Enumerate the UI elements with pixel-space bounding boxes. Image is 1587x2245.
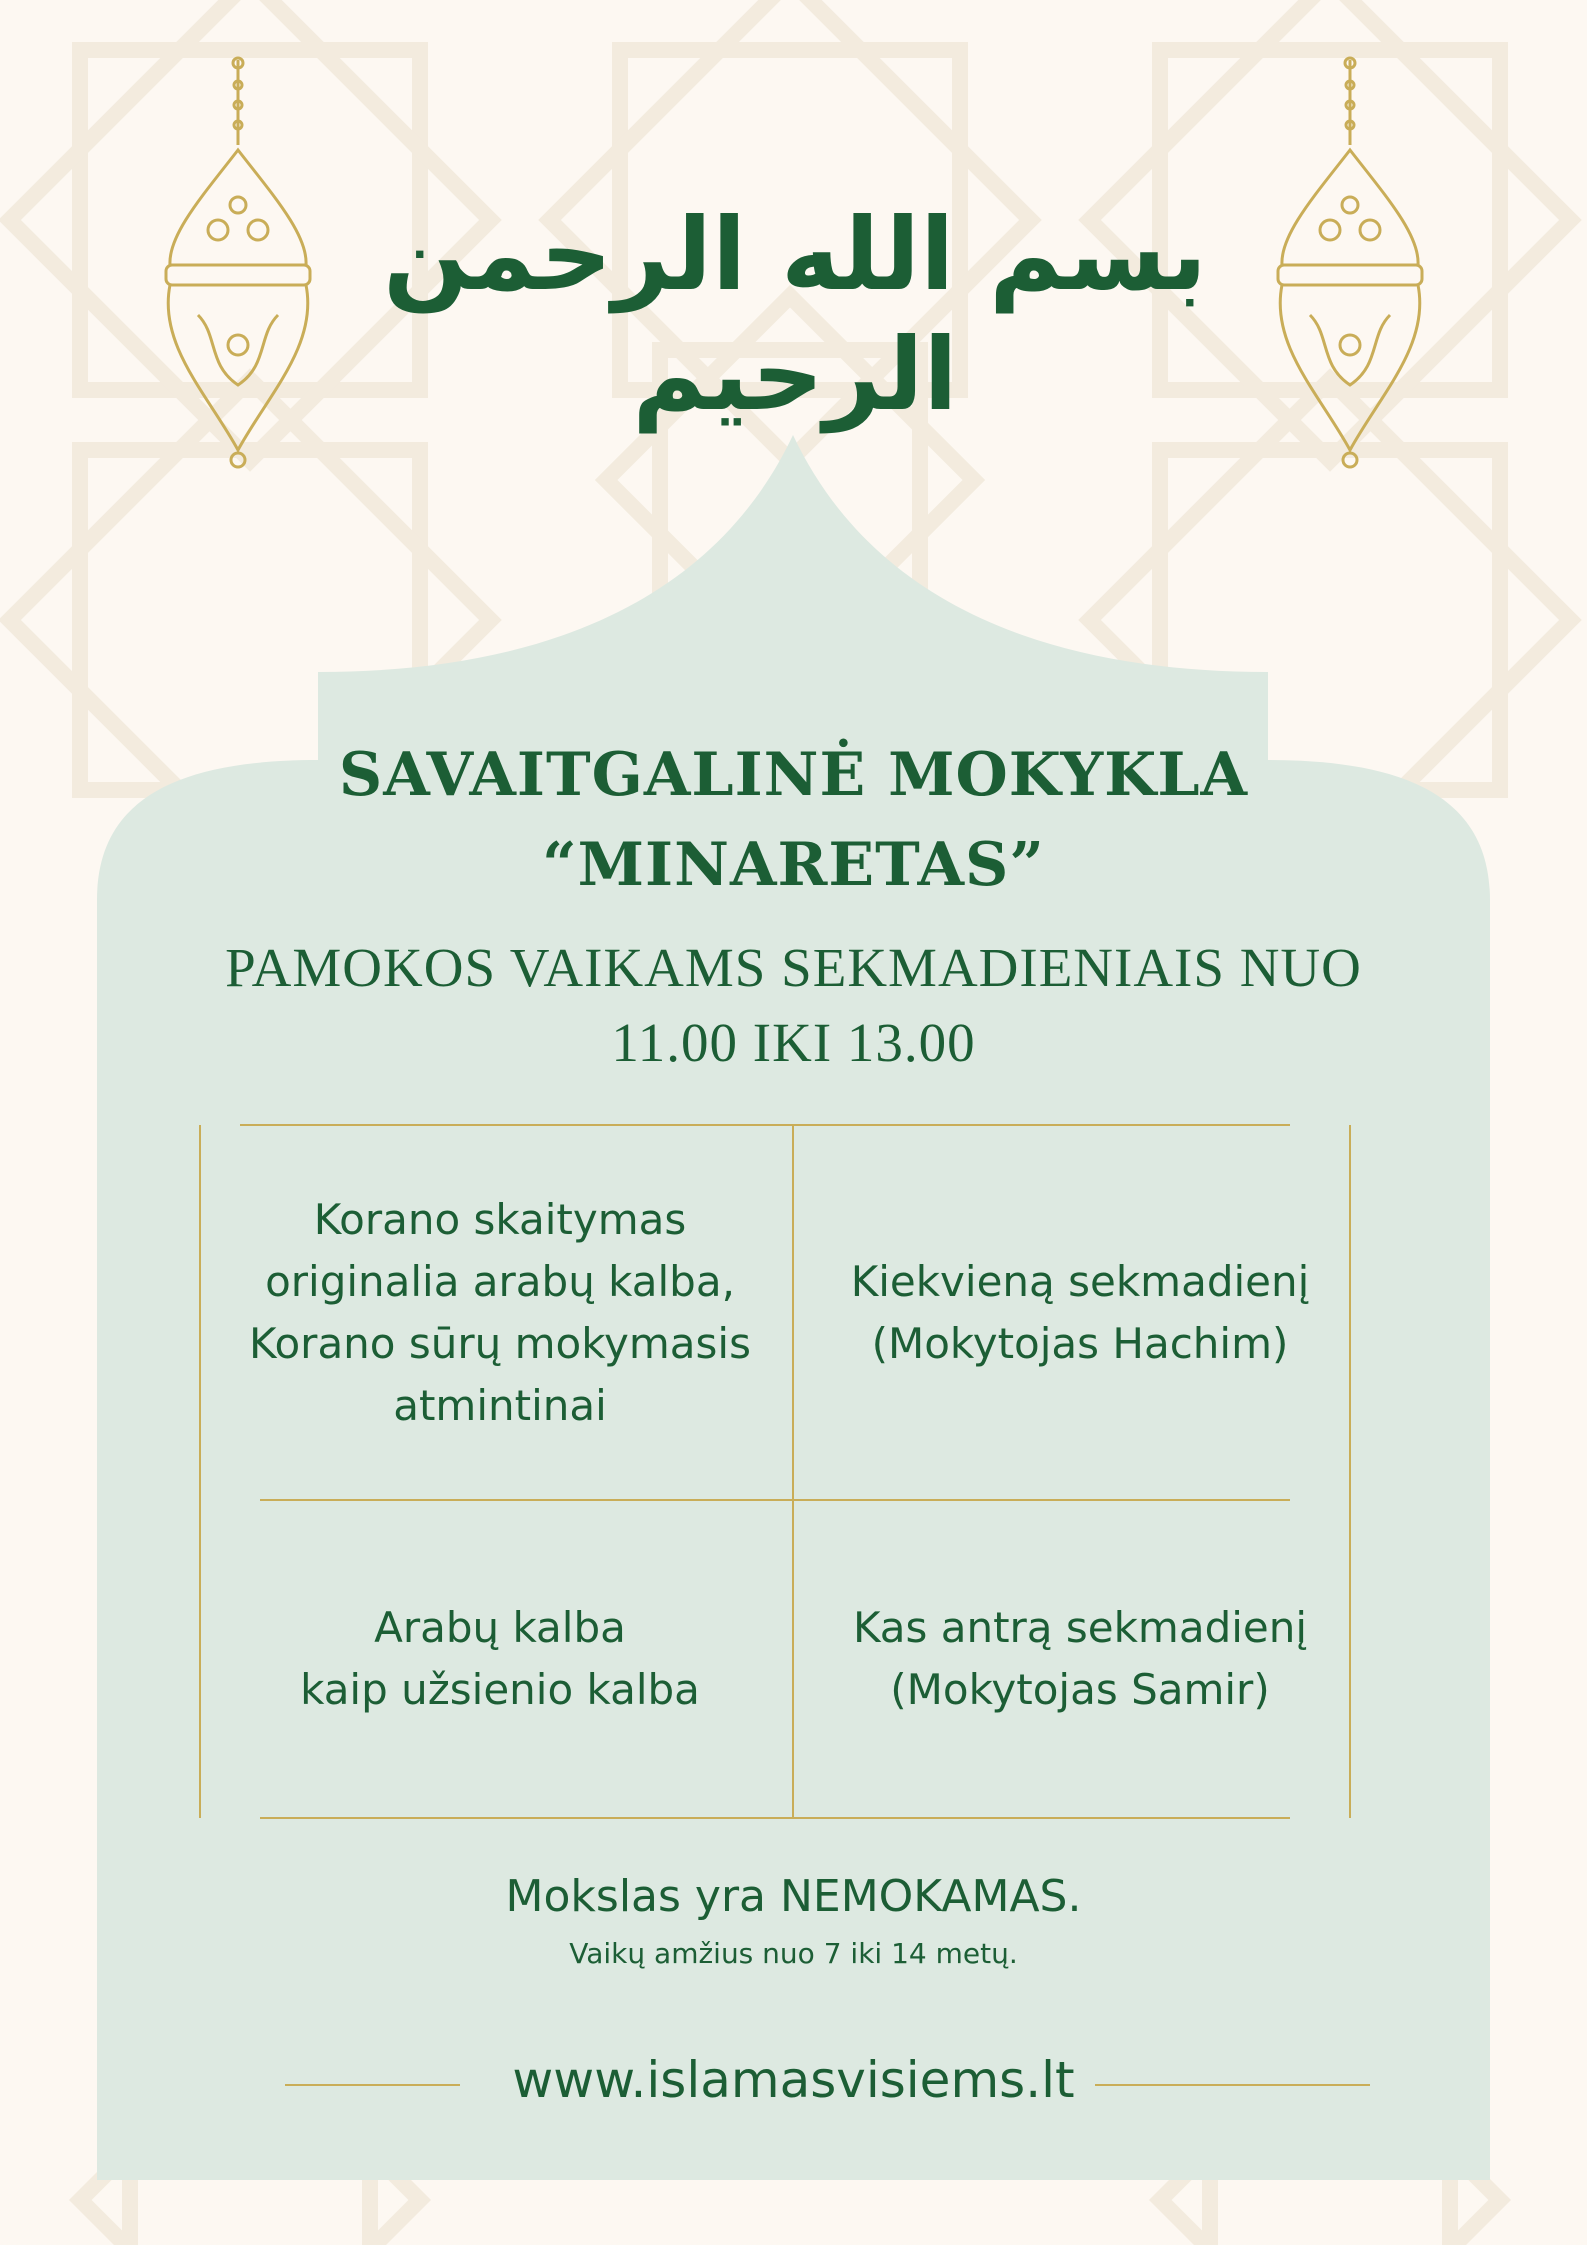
lantern-right-icon	[1260, 55, 1440, 475]
school-name: “MINARETAS”	[542, 830, 1045, 900]
table-cell-subject-1: Korano skaitymas originalia arabų kalba, Korano sūrų mokymasis atmintinai	[249, 1194, 751, 1430]
table-cell-when-1: Kiekvieną sekmadienį (Mokytojas Hachim)	[850, 1256, 1310, 1368]
school-title: SAVAITGALINĖ MOKYKLA	[338, 740, 1249, 810]
lantern-left-icon	[148, 55, 328, 475]
table-cell-subject-2: Arabų kalba kaip užsienio kalba	[300, 1603, 700, 1714]
schedule-time: 11.00 IKI 13.00	[611, 1012, 976, 1073]
website-link[interactable]: www.islamasvisiems.lt	[512, 2051, 1075, 2109]
table-cell-when-2: Kas antrą sekmadienį (Mokytojas Samir)	[852, 1603, 1308, 1714]
schedule-subtitle: PAMOKOS VAIKAMS SEKMADIENIAIS NUO	[225, 937, 1362, 998]
age-note: Vaikų amžius nuo 7 iki 14 metų.	[569, 1937, 1018, 1970]
free-note: Mokslas yra NEMOKAMAS.	[505, 1871, 1082, 1922]
bismillah-calligraphy: بسم الله الرحمن الرحيم	[383, 196, 1207, 433]
